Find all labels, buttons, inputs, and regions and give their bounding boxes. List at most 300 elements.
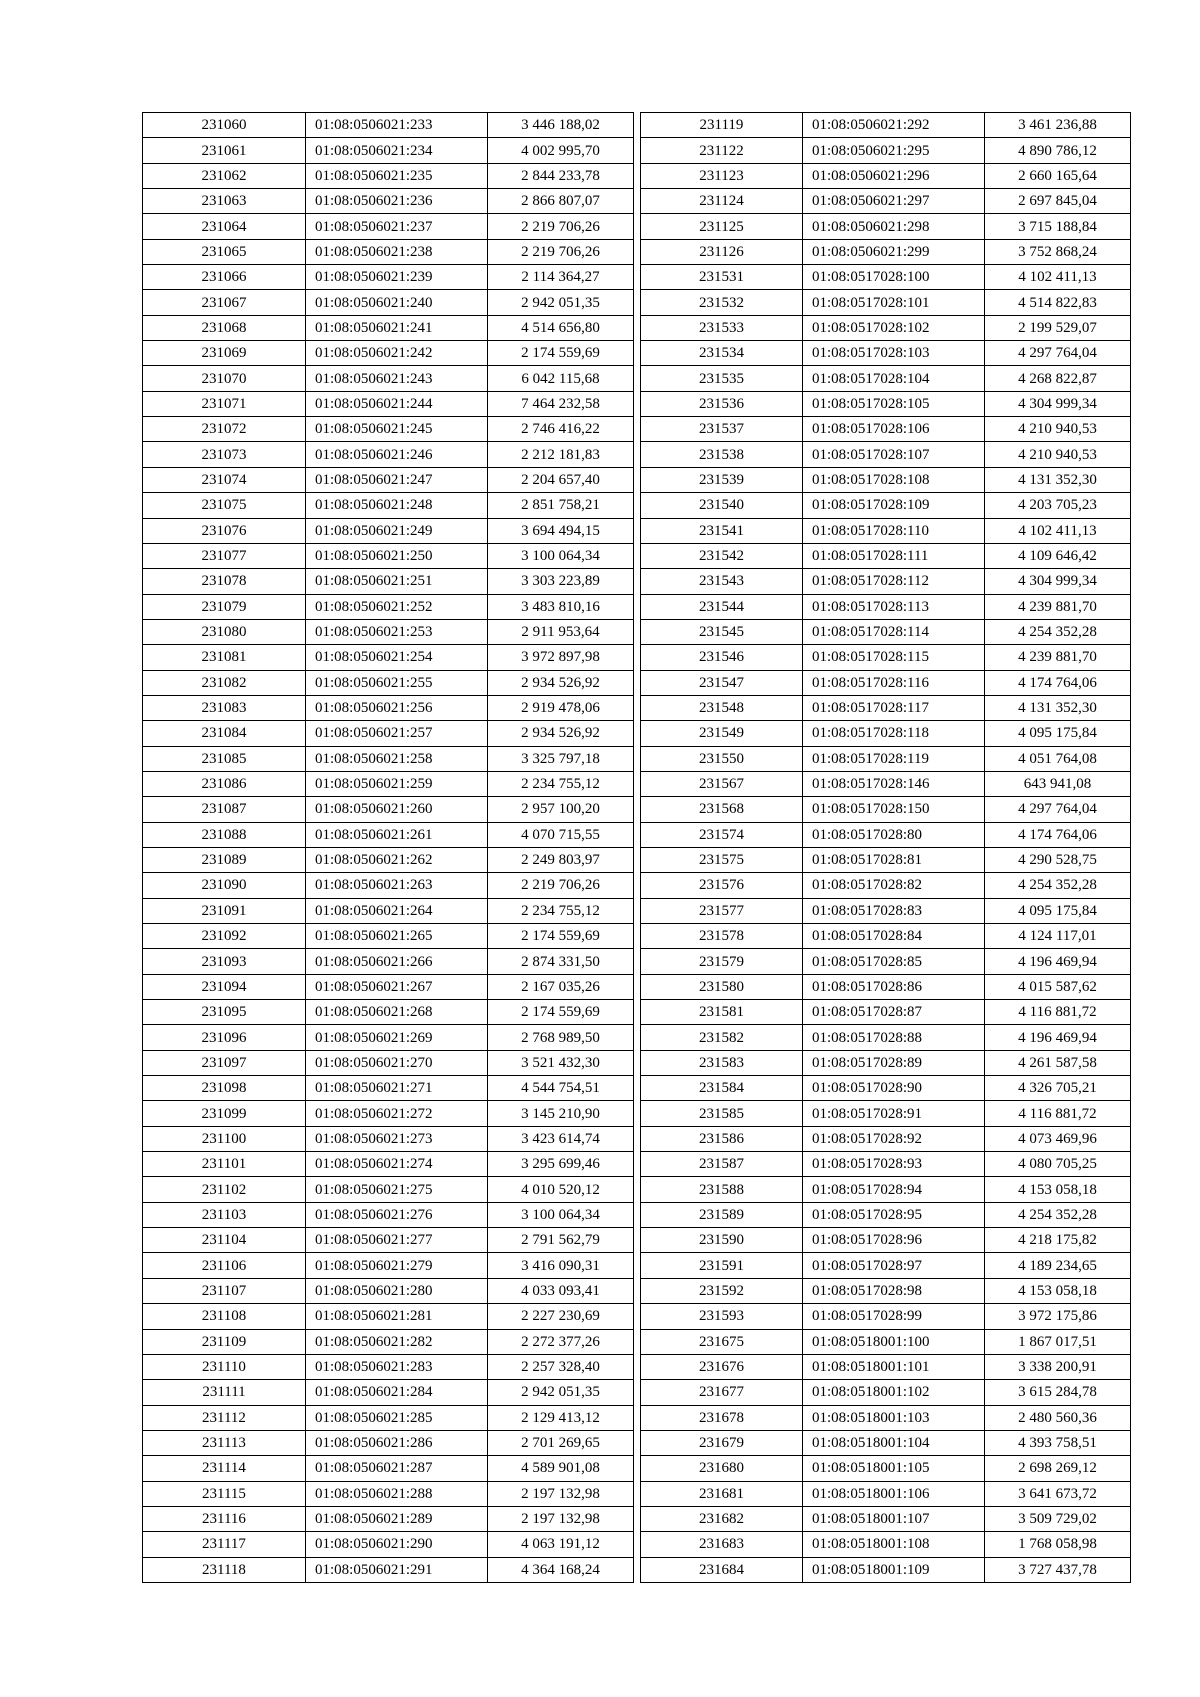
table-row (641, 138, 1131, 163)
cell-number: 231078 (143, 569, 306, 594)
cell-cadastral-number: 01:08:0506021:253 (306, 619, 488, 644)
cell-cadastral-number: 01:08:0517028:84 (803, 924, 985, 949)
cell-cadastral-number: 01:08:0517028:95 (803, 1202, 985, 1227)
table-row (641, 1000, 1131, 1025)
table-row (641, 1253, 1131, 1278)
table-row (641, 290, 1131, 315)
cell-value: 3 752 868,24 (985, 239, 1131, 264)
table-row (143, 467, 634, 492)
cell-value: 4 015 587,62 (985, 974, 1131, 999)
cell-cadastral-number: 01:08:0506021:287 (306, 1456, 488, 1481)
cell-cadastral-number: 01:08:0506021:283 (306, 1354, 488, 1379)
cell-value: 2 114 364,27 (488, 265, 634, 290)
table-row (143, 847, 634, 872)
table-row (641, 163, 1131, 188)
cell-value: 4 196 469,94 (985, 1025, 1131, 1050)
cell-value: 2 204 657,40 (488, 467, 634, 492)
table-row (641, 1481, 1131, 1506)
cell-cadastral-number: 01:08:0518001:100 (803, 1329, 985, 1354)
cell-number: 231119 (641, 113, 803, 138)
cell-cadastral-number: 01:08:0506021:284 (306, 1380, 488, 1405)
cell-number: 231077 (143, 543, 306, 568)
cell-number: 231536 (641, 391, 803, 416)
cell-value: 3 715 188,84 (985, 214, 1131, 239)
cell-number: 231086 (143, 771, 306, 796)
cell-value: 2 791 562,79 (488, 1228, 634, 1253)
cell-cadastral-number: 01:08:0506021:233 (306, 113, 488, 138)
cell-cadastral-number: 01:08:0506021:298 (803, 214, 985, 239)
cell-number: 231068 (143, 315, 306, 340)
cell-value: 2 866 807,07 (488, 189, 634, 214)
cell-number: 231540 (641, 493, 803, 518)
cell-cadastral-number: 01:08:0517028:150 (803, 797, 985, 822)
cell-cadastral-number: 01:08:0506021:263 (306, 873, 488, 898)
cell-value: 4 514 656,80 (488, 315, 634, 340)
cell-value: 2 919 478,06 (488, 695, 634, 720)
cell-value: 4 153 058,18 (985, 1177, 1131, 1202)
cell-number: 231675 (641, 1329, 803, 1354)
cell-cadastral-number: 01:08:0506021:255 (306, 670, 488, 695)
cell-value: 4 002 995,70 (488, 138, 634, 163)
table-row (641, 569, 1131, 594)
cell-cadastral-number: 01:08:0506021:274 (306, 1152, 488, 1177)
cell-cadastral-number: 01:08:0518001:105 (803, 1456, 985, 1481)
cell-number: 231072 (143, 417, 306, 442)
cell-number: 231585 (641, 1101, 803, 1126)
cell-number: 231110 (143, 1354, 306, 1379)
cell-number: 231100 (143, 1126, 306, 1151)
cell-value: 3 483 810,16 (488, 594, 634, 619)
cell-cadastral-number: 01:08:0506021:272 (306, 1101, 488, 1126)
table-row (143, 290, 634, 315)
cell-cadastral-number: 01:08:0517028:91 (803, 1101, 985, 1126)
cell-value: 4 261 587,58 (985, 1050, 1131, 1075)
cell-cadastral-number: 01:08:0506021:261 (306, 822, 488, 847)
cell-value: 2 219 706,26 (488, 239, 634, 264)
cell-number: 231112 (143, 1405, 306, 1430)
cell-number: 231567 (641, 771, 803, 796)
cell-cadastral-number: 01:08:0518001:107 (803, 1506, 985, 1531)
cell-value: 2 227 230,69 (488, 1304, 634, 1329)
table-row (641, 493, 1131, 518)
cell-value: 4 080 705,25 (985, 1152, 1131, 1177)
cell-value: 3 145 210,90 (488, 1101, 634, 1126)
cell-value: 2 129 413,12 (488, 1405, 634, 1430)
table-row (641, 1025, 1131, 1050)
cell-cadastral-number: 01:08:0506021:252 (306, 594, 488, 619)
cell-number: 231094 (143, 974, 306, 999)
data-table-right (640, 112, 1131, 1583)
table-row (641, 467, 1131, 492)
cell-cadastral-number: 01:08:0506021:262 (306, 847, 488, 872)
table-row (143, 569, 634, 594)
table-row (641, 1329, 1131, 1354)
table-row (641, 974, 1131, 999)
cell-number: 231103 (143, 1202, 306, 1227)
cell-number: 231104 (143, 1228, 306, 1253)
cell-number: 231591 (641, 1253, 803, 1278)
table-row (143, 1380, 634, 1405)
cell-value: 2 874 331,50 (488, 949, 634, 974)
cell-cadastral-number: 01:08:0517028:113 (803, 594, 985, 619)
table-row (641, 189, 1131, 214)
cell-number: 231114 (143, 1456, 306, 1481)
cell-value: 643 941,08 (985, 771, 1131, 796)
table-row (143, 797, 634, 822)
cell-cadastral-number: 01:08:0506021:234 (306, 138, 488, 163)
cell-number: 231091 (143, 898, 306, 923)
cell-number: 231677 (641, 1380, 803, 1405)
table-row (143, 1228, 634, 1253)
cell-cadastral-number: 01:08:0506021:296 (803, 163, 985, 188)
table-row (143, 1456, 634, 1481)
table-row (143, 1506, 634, 1531)
cell-number: 231071 (143, 391, 306, 416)
cell-value: 3 446 188,02 (488, 113, 634, 138)
cell-value: 4 297 764,04 (985, 797, 1131, 822)
cell-cadastral-number: 01:08:0506021:291 (306, 1557, 488, 1582)
cell-number: 231678 (641, 1405, 803, 1430)
table-row (143, 1050, 634, 1075)
cell-cadastral-number: 01:08:0506021:239 (306, 265, 488, 290)
cell-number: 231116 (143, 1506, 306, 1531)
table-row (641, 695, 1131, 720)
cell-number: 231081 (143, 645, 306, 670)
cell-value: 2 701 269,65 (488, 1430, 634, 1455)
cell-value: 4 254 352,28 (985, 1202, 1131, 1227)
cell-number: 231106 (143, 1253, 306, 1278)
table-row (641, 619, 1131, 644)
cell-cadastral-number: 01:08:0506021:282 (306, 1329, 488, 1354)
table-row (641, 1380, 1131, 1405)
table-row (641, 1405, 1131, 1430)
cell-number: 231093 (143, 949, 306, 974)
cell-number: 231098 (143, 1076, 306, 1101)
cell-value: 2 911 953,64 (488, 619, 634, 644)
cell-number: 231547 (641, 670, 803, 695)
cell-number: 231550 (641, 746, 803, 771)
cell-cadastral-number: 01:08:0517028:110 (803, 518, 985, 543)
cell-value: 2 942 051,35 (488, 290, 634, 315)
cell-value: 3 295 699,46 (488, 1152, 634, 1177)
cell-cadastral-number: 01:08:0506021:285 (306, 1405, 488, 1430)
table-row (143, 619, 634, 644)
table-row (143, 771, 634, 796)
table-row (143, 670, 634, 695)
cell-number: 231125 (641, 214, 803, 239)
cell-value: 2 934 526,92 (488, 670, 634, 695)
cell-cadastral-number: 01:08:0518001:106 (803, 1481, 985, 1506)
cell-cadastral-number: 01:08:0517028:81 (803, 847, 985, 872)
cell-number: 231676 (641, 1354, 803, 1379)
table-row (641, 1152, 1131, 1177)
cell-cadastral-number: 01:08:0517028:116 (803, 670, 985, 695)
cell-cadastral-number: 01:08:0506021:271 (306, 1076, 488, 1101)
cell-value: 4 304 999,34 (985, 391, 1131, 416)
cell-number: 231541 (641, 518, 803, 543)
cell-cadastral-number: 01:08:0517028:89 (803, 1050, 985, 1075)
cell-value: 3 461 236,88 (985, 113, 1131, 138)
cell-cadastral-number: 01:08:0506021:297 (803, 189, 985, 214)
cell-number: 231062 (143, 163, 306, 188)
cell-cadastral-number: 01:08:0517028:90 (803, 1076, 985, 1101)
cell-cadastral-number: 01:08:0517028:86 (803, 974, 985, 999)
table-row (143, 746, 634, 771)
cell-cadastral-number: 01:08:0517028:102 (803, 315, 985, 340)
table-row (641, 670, 1131, 695)
cell-cadastral-number: 01:08:0506021:264 (306, 898, 488, 923)
cell-value: 4 239 881,70 (985, 645, 1131, 670)
cell-cadastral-number: 01:08:0517028:97 (803, 1253, 985, 1278)
cell-cadastral-number: 01:08:0506021:256 (306, 695, 488, 720)
table-row (641, 1126, 1131, 1151)
cell-value: 1 768 058,98 (985, 1532, 1131, 1557)
cell-value: 4 364 168,24 (488, 1557, 634, 1582)
cell-number: 231092 (143, 924, 306, 949)
cell-cadastral-number: 01:08:0517028:103 (803, 341, 985, 366)
cell-value: 2 698 269,12 (985, 1456, 1131, 1481)
cell-value: 2 219 706,26 (488, 214, 634, 239)
cell-cadastral-number: 01:08:0517028:99 (803, 1304, 985, 1329)
cell-value: 4 589 901,08 (488, 1456, 634, 1481)
cell-cadastral-number: 01:08:0517028:88 (803, 1025, 985, 1050)
cell-cadastral-number: 01:08:0506021:257 (306, 721, 488, 746)
table-row (641, 949, 1131, 974)
cell-value: 4 102 411,13 (985, 265, 1131, 290)
table-row (143, 1000, 634, 1025)
cell-value: 4 514 822,83 (985, 290, 1131, 315)
cell-number: 231080 (143, 619, 306, 644)
cell-cadastral-number: 01:08:0506021:269 (306, 1025, 488, 1050)
table-row (143, 1430, 634, 1455)
cell-cadastral-number: 01:08:0506021:299 (803, 239, 985, 264)
cell-cadastral-number: 01:08:0506021:277 (306, 1228, 488, 1253)
cell-cadastral-number: 01:08:0517028:114 (803, 619, 985, 644)
cell-cadastral-number: 01:08:0517028:94 (803, 1177, 985, 1202)
cell-number: 231070 (143, 366, 306, 391)
cell-number: 231126 (641, 239, 803, 264)
table-row (641, 1430, 1131, 1455)
table-row (143, 1202, 634, 1227)
cell-number: 231066 (143, 265, 306, 290)
table-row (641, 1228, 1131, 1253)
table-row (641, 645, 1131, 670)
cell-cadastral-number: 01:08:0506021:258 (306, 746, 488, 771)
table-row (143, 1278, 634, 1303)
table-row (641, 797, 1131, 822)
cell-number: 231063 (143, 189, 306, 214)
cell-number: 231532 (641, 290, 803, 315)
cell-number: 231581 (641, 1000, 803, 1025)
table-row (143, 493, 634, 518)
table-row (143, 239, 634, 264)
cell-number: 231586 (641, 1126, 803, 1151)
cell-value: 4 070 715,55 (488, 822, 634, 847)
cell-cadastral-number: 01:08:0517028:92 (803, 1126, 985, 1151)
cell-cadastral-number: 01:08:0506021:280 (306, 1278, 488, 1303)
table-row (143, 1025, 634, 1050)
table-row (641, 417, 1131, 442)
cell-value: 4 174 764,06 (985, 822, 1131, 847)
cell-number: 231111 (143, 1380, 306, 1405)
cell-number: 231067 (143, 290, 306, 315)
cell-value: 4 073 469,96 (985, 1126, 1131, 1151)
cell-value: 4 304 999,34 (985, 569, 1131, 594)
cell-value: 4 010 520,12 (488, 1177, 634, 1202)
cell-value: 4 268 822,87 (985, 366, 1131, 391)
cell-number: 231578 (641, 924, 803, 949)
cell-value: 6 042 115,68 (488, 366, 634, 391)
table-row (641, 1354, 1131, 1379)
cell-cadastral-number: 01:08:0517028:82 (803, 873, 985, 898)
table-row (143, 1532, 634, 1557)
cell-number: 231117 (143, 1532, 306, 1557)
cell-value: 2 249 803,97 (488, 847, 634, 872)
cell-cadastral-number: 01:08:0517028:105 (803, 391, 985, 416)
cell-number: 231096 (143, 1025, 306, 1050)
table-row (143, 1329, 634, 1354)
cell-number: 231073 (143, 442, 306, 467)
table-row (641, 1304, 1131, 1329)
cell-number: 231082 (143, 670, 306, 695)
cell-cadastral-number: 01:08:0506021:248 (306, 493, 488, 518)
cell-cadastral-number: 01:08:0517028:100 (803, 265, 985, 290)
cell-cadastral-number: 01:08:0506021:265 (306, 924, 488, 949)
table-row (641, 822, 1131, 847)
cell-cadastral-number: 01:08:0506021:247 (306, 467, 488, 492)
cell-value: 3 972 897,98 (488, 645, 634, 670)
cell-number: 231568 (641, 797, 803, 822)
table-row (641, 873, 1131, 898)
table-row (143, 138, 634, 163)
cell-number: 231535 (641, 366, 803, 391)
cell-number: 231545 (641, 619, 803, 644)
cell-number: 231122 (641, 138, 803, 163)
cell-cadastral-number: 01:08:0517028:109 (803, 493, 985, 518)
cell-cadastral-number: 01:08:0517028:146 (803, 771, 985, 796)
cell-number: 231085 (143, 746, 306, 771)
cell-cadastral-number: 01:08:0517028:80 (803, 822, 985, 847)
cell-cadastral-number: 01:08:0506021:279 (306, 1253, 488, 1278)
cell-number: 231069 (143, 341, 306, 366)
cell-value: 4 116 881,72 (985, 1000, 1131, 1025)
cell-value: 2 768 989,50 (488, 1025, 634, 1050)
cell-value: 4 239 881,70 (985, 594, 1131, 619)
cell-cadastral-number: 01:08:0506021:286 (306, 1430, 488, 1455)
cell-cadastral-number: 01:08:0506021:244 (306, 391, 488, 416)
cell-number: 231590 (641, 1228, 803, 1253)
cell-cadastral-number: 01:08:0517028:93 (803, 1152, 985, 1177)
cell-cadastral-number: 01:08:0506021:268 (306, 1000, 488, 1025)
table-row (641, 721, 1131, 746)
cell-cadastral-number: 01:08:0518001:108 (803, 1532, 985, 1557)
cell-value: 3 423 614,74 (488, 1126, 634, 1151)
cell-number: 231579 (641, 949, 803, 974)
table-row (143, 391, 634, 416)
table-row (641, 543, 1131, 568)
table-row (641, 366, 1131, 391)
cell-cadastral-number: 01:08:0517028:104 (803, 366, 985, 391)
cell-number: 231588 (641, 1177, 803, 1202)
cell-cadastral-number: 01:08:0506021:295 (803, 138, 985, 163)
cell-cadastral-number: 01:08:0506021:292 (803, 113, 985, 138)
cell-cadastral-number: 01:08:0506021:266 (306, 949, 488, 974)
cell-number: 231679 (641, 1430, 803, 1455)
cell-number: 231534 (641, 341, 803, 366)
cell-value: 2 197 132,98 (488, 1506, 634, 1531)
cell-cadastral-number: 01:08:0517028:115 (803, 645, 985, 670)
cell-value: 4 254 352,28 (985, 619, 1131, 644)
table-row (143, 113, 634, 138)
cell-cadastral-number: 01:08:0506021:260 (306, 797, 488, 822)
cell-number: 231060 (143, 113, 306, 138)
table-row (641, 1557, 1131, 1582)
table-row (641, 898, 1131, 923)
cell-value: 7 464 232,58 (488, 391, 634, 416)
table-row (143, 1253, 634, 1278)
cell-number: 231123 (641, 163, 803, 188)
cell-value: 4 051 764,08 (985, 746, 1131, 771)
cell-cadastral-number: 01:08:0506021:237 (306, 214, 488, 239)
cell-cadastral-number: 01:08:0506021:281 (306, 1304, 488, 1329)
cell-number: 231533 (641, 315, 803, 340)
table-row (641, 518, 1131, 543)
table-row (641, 341, 1131, 366)
cell-number: 231084 (143, 721, 306, 746)
table-row (143, 214, 634, 239)
cell-value: 4 116 881,72 (985, 1101, 1131, 1126)
cell-number: 231079 (143, 594, 306, 619)
cell-value: 4 393 758,51 (985, 1430, 1131, 1455)
cell-number: 231682 (641, 1506, 803, 1531)
cell-value: 2 174 559,69 (488, 924, 634, 949)
cell-number: 231592 (641, 1278, 803, 1303)
cell-number: 231102 (143, 1177, 306, 1202)
cell-value: 3 416 090,31 (488, 1253, 634, 1278)
cell-cadastral-number: 01:08:0506021:249 (306, 518, 488, 543)
cell-cadastral-number: 01:08:0517028:112 (803, 569, 985, 594)
cell-cadastral-number: 01:08:0517028:107 (803, 442, 985, 467)
cell-cadastral-number: 01:08:0506021:259 (306, 771, 488, 796)
cell-value: 2 234 755,12 (488, 898, 634, 923)
cell-number: 231099 (143, 1101, 306, 1126)
cell-number: 231593 (641, 1304, 803, 1329)
cell-number: 231115 (143, 1481, 306, 1506)
cell-cadastral-number: 01:08:0506021:251 (306, 569, 488, 594)
cell-cadastral-number: 01:08:0517028:83 (803, 898, 985, 923)
table-row (143, 341, 634, 366)
cell-cadastral-number: 01:08:0506021:270 (306, 1050, 488, 1075)
table-row (143, 1177, 634, 1202)
table-row (143, 1557, 634, 1582)
table-row (641, 1506, 1131, 1531)
cell-number: 231580 (641, 974, 803, 999)
cell-number: 231587 (641, 1152, 803, 1177)
table-row (641, 239, 1131, 264)
cell-value: 4 063 191,12 (488, 1532, 634, 1557)
cell-value: 2 257 328,40 (488, 1354, 634, 1379)
cell-value: 4 218 175,82 (985, 1228, 1131, 1253)
cell-value: 3 521 432,30 (488, 1050, 634, 1075)
table-row (143, 822, 634, 847)
cell-cadastral-number: 01:08:0506021:235 (306, 163, 488, 188)
table-row (641, 771, 1131, 796)
cell-value: 2 660 165,64 (985, 163, 1131, 188)
cell-value: 2 174 559,69 (488, 341, 634, 366)
table-row (143, 974, 634, 999)
cell-number: 231101 (143, 1152, 306, 1177)
cell-cadastral-number: 01:08:0506021:275 (306, 1177, 488, 1202)
